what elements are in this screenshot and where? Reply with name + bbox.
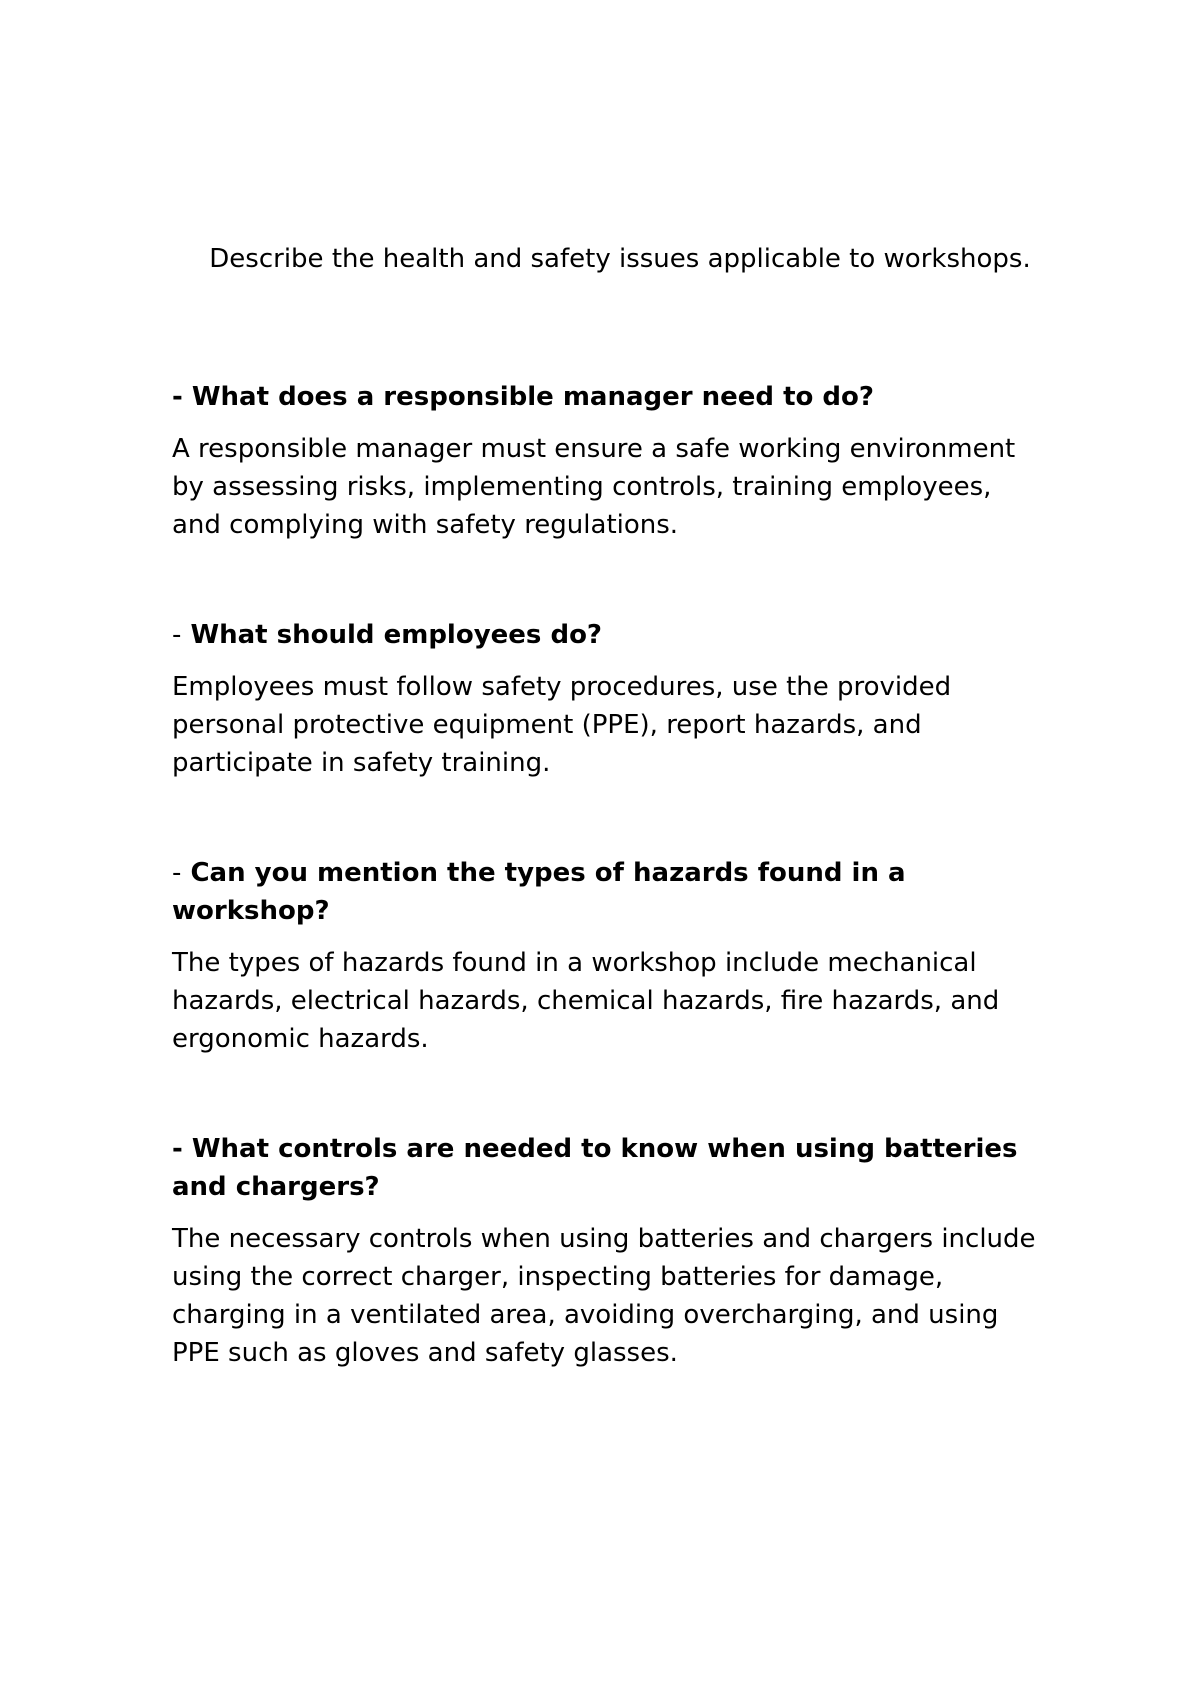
- question-text: What controls are needed to know when using batteries and chargers?: [172, 1134, 1018, 1202]
- answer-text: The types of hazards found in a workshop include mechanical hazards, electrical hazards, chemical hazards, fire hazards, and ergonomic hazards.: [172, 948, 1000, 1054]
- qa-section-batteries: [172, 1130, 1040, 1372]
- question-dash: -: [172, 858, 182, 888]
- qa-section-employees: [172, 616, 1040, 782]
- answer-text: Employees must follow safety procedures, use the provided personal protective equipment (PPE), report hazards, and participate in safety training.: [172, 672, 952, 778]
- question-text: Can you mention the types of hazards found in a workshop?: [172, 858, 906, 926]
- question-dash: -: [172, 1134, 183, 1164]
- question-heading: [172, 616, 1040, 654]
- question-heading: [172, 378, 1040, 416]
- question-text: What should employees do?: [190, 620, 603, 650]
- question-dash: -: [172, 382, 183, 412]
- question-dash: -: [172, 620, 182, 650]
- answer-text: The necessary controls when using batteries and chargers include using the correct charger, inspecting batteries for damage, charging in a ventilated area, avoiding overcharging, and using PPE such as gloves and safety glasses.: [172, 1224, 1036, 1368]
- question-heading: [172, 1130, 1040, 1206]
- question-text: What does a responsible manager need to do?: [191, 382, 874, 412]
- qa-section-manager: [172, 378, 1040, 544]
- question-heading: [172, 854, 1040, 930]
- qa-section-hazards: [172, 854, 1040, 1058]
- document-title: Describe the health and safety issues applicable to workshops.: [209, 244, 1031, 274]
- answer-text: A responsible manager must ensure a safe working environment by assessing risks, implementing controls, training employees, and complying with safety regulations.: [172, 434, 1016, 540]
